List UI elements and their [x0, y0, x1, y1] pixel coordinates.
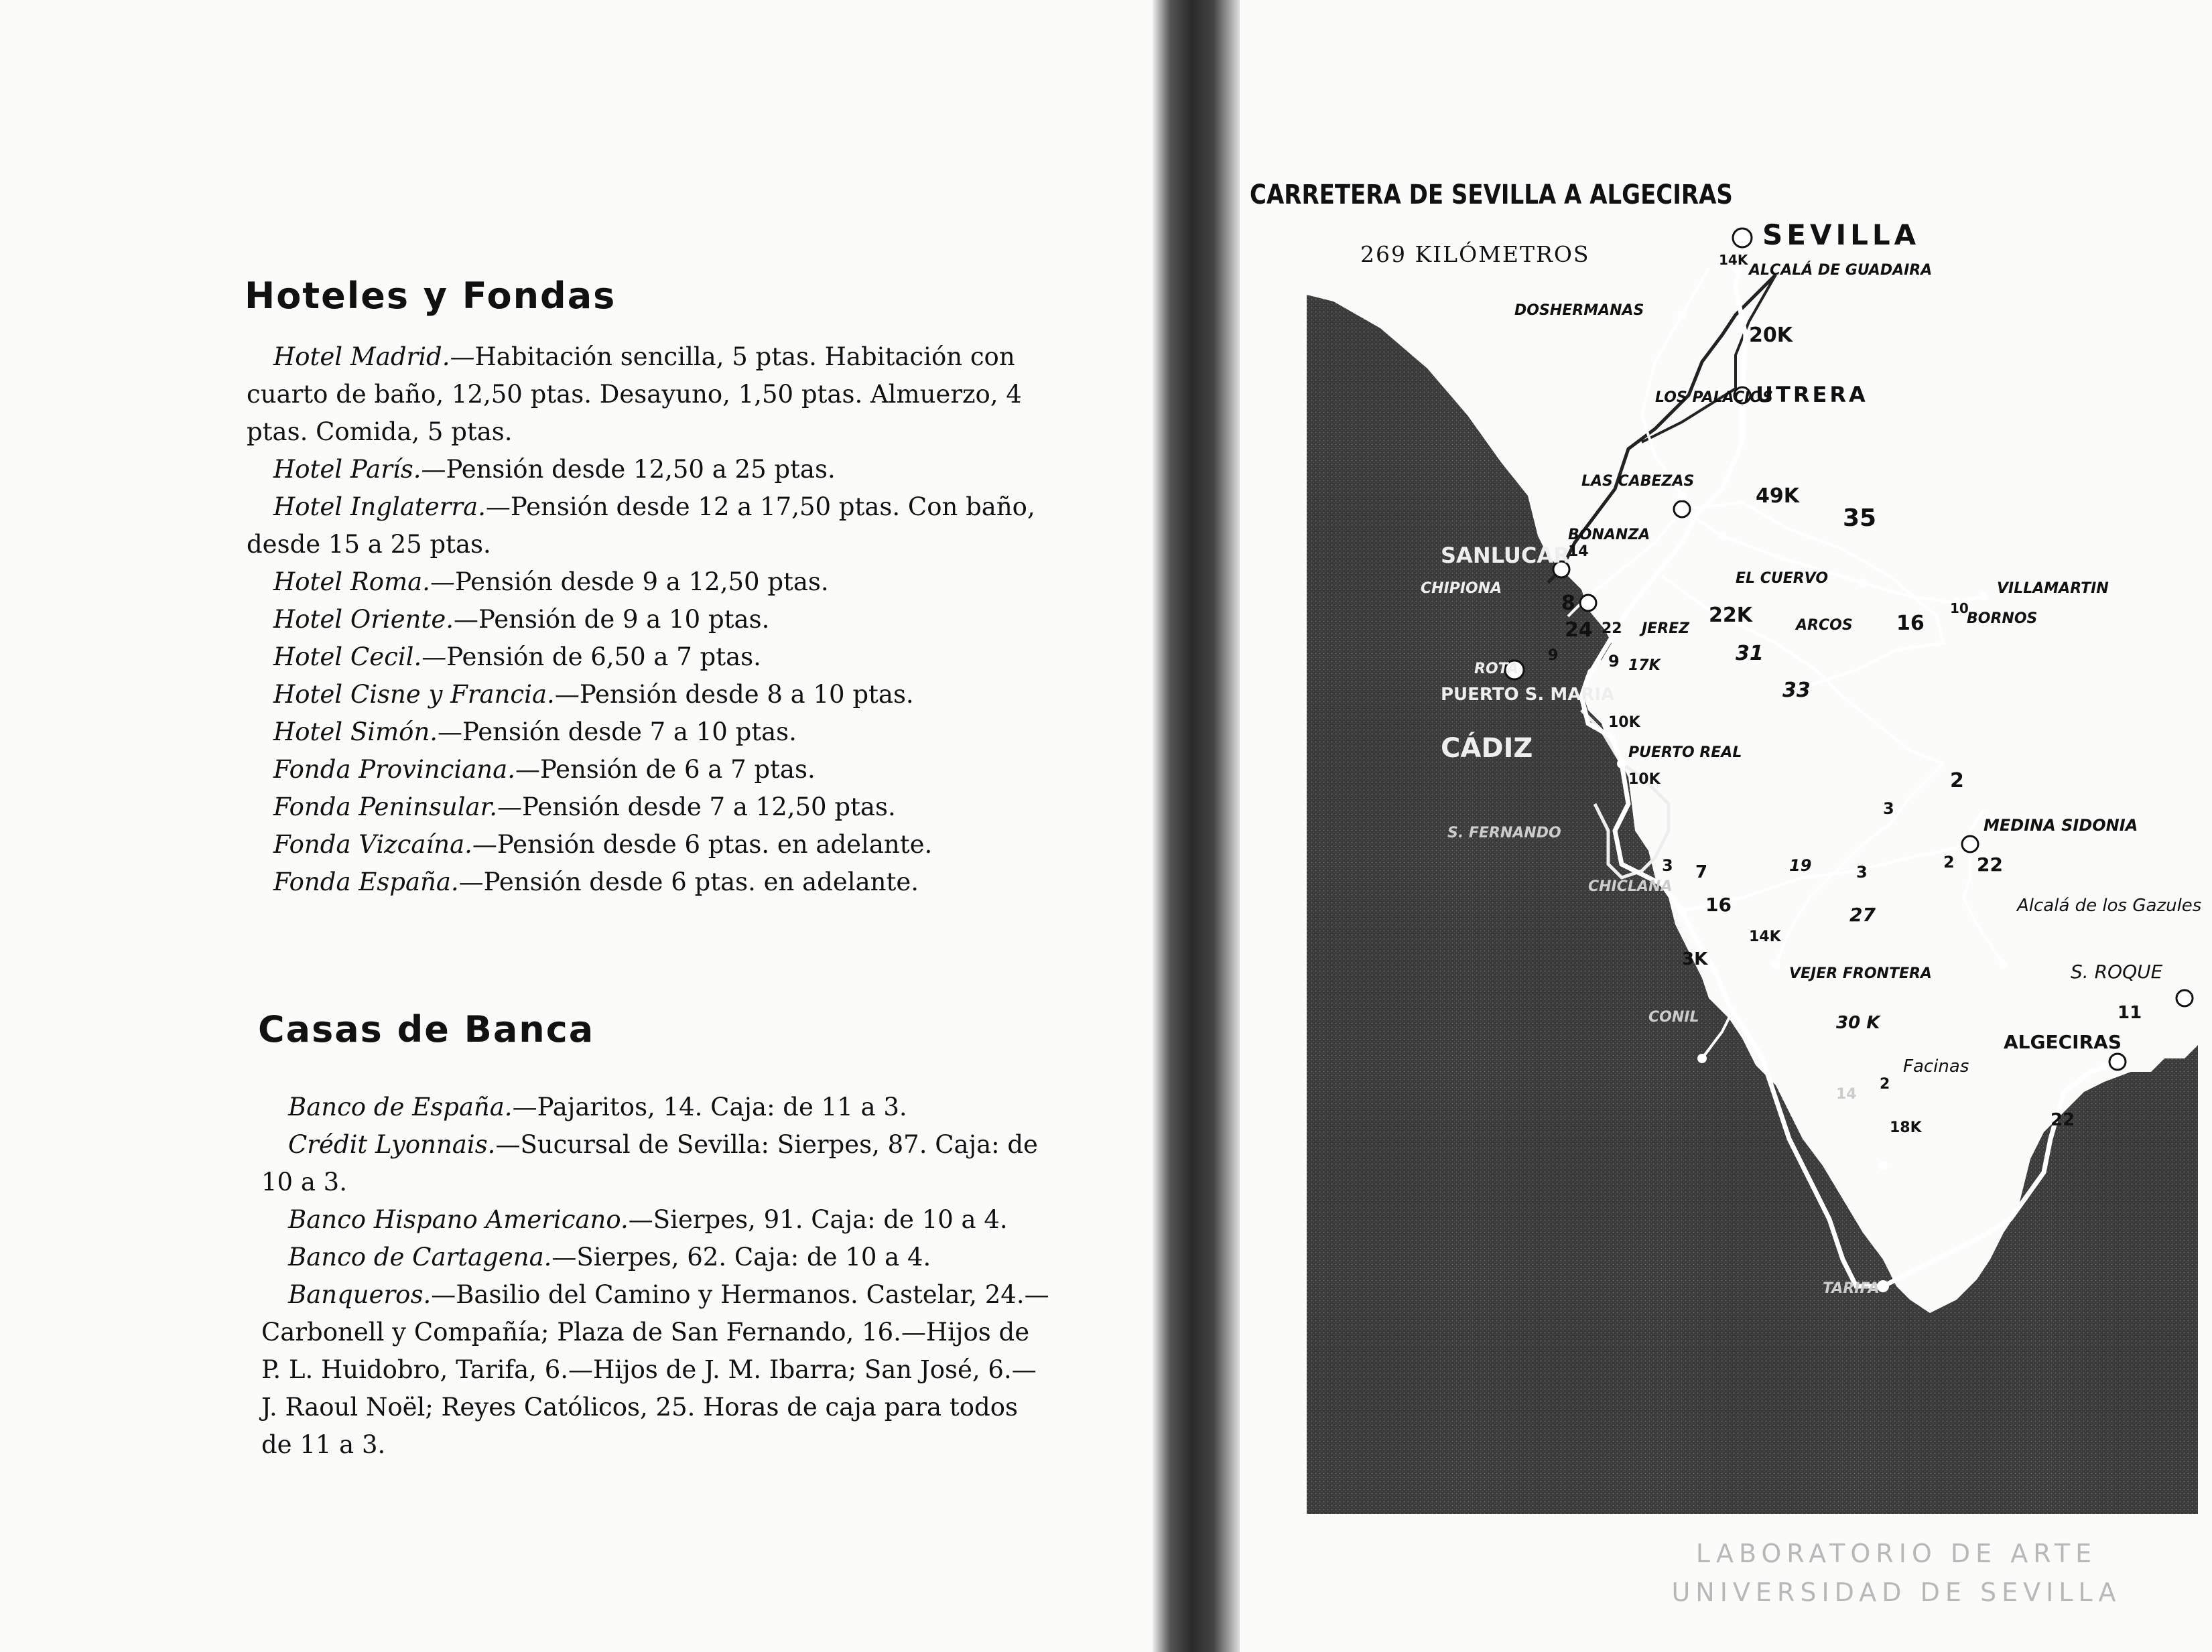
road-to-medina-north: [1970, 811, 1983, 831]
puertoreal-marker: [1617, 759, 1626, 768]
bank-name: Banqueros.: [288, 1280, 432, 1309]
label-chiclana: CHICLANA: [1588, 878, 1673, 895]
stamp-line-2: UNIVERSIDAD DE SEVILLA: [1671, 1578, 2122, 1607]
dist-7: 7: [1695, 862, 1708, 882]
bank-details: —Sucursal de Sevilla: Sierpes, 87. Caja: de 10 a 3.: [261, 1130, 1038, 1196]
hotel-name: Hotel Simón.: [273, 717, 438, 746]
label-sevilla: SEVILLA: [1762, 218, 1921, 251]
hotel-name: Hotel Cisne y Francia.: [273, 680, 555, 709]
dist-27: 27: [1849, 904, 1876, 926]
label-medina: MEDINA SIDONIA: [1983, 816, 2138, 835]
dist-3b: 3: [1856, 863, 1868, 882]
label-bonanza: BONANZA: [1568, 527, 1650, 543]
bank-entry: [261, 1239, 1052, 1276]
hotel-entry: [247, 563, 1037, 601]
label-utrera: UTRERA: [1756, 382, 1868, 407]
dist-14k: 14K: [1719, 252, 1748, 268]
road-east: [1682, 502, 1943, 690]
dist-2b: 2: [1943, 853, 1955, 872]
label-jerez: JEREZ: [1642, 620, 1690, 637]
hotel-name: Hotel Madrid.: [273, 342, 450, 371]
library-stamp: [1662, 1534, 2131, 1612]
hotel-details: —Habitación sencilla, 5 ptas. Habitación con cuarto de baño, 12,50 ptas. Desayuno, 1,50 ptas. Almuerzo, 4 ptas. Comida, 5 ptas.: [247, 342, 1022, 446]
label-puertoreal: PUERTO REAL: [1628, 744, 1742, 761]
dist-14: 14: [1568, 543, 1589, 560]
dist-22b: 22: [1977, 853, 2003, 876]
book-gutter: [1153, 0, 1240, 1652]
vejer-marker: [1771, 960, 1780, 969]
hotel-details: —Pensión desde 9 a 12,50 ptas.: [430, 567, 829, 596]
hotel-name: Fonda Vizcaína.: [273, 830, 472, 859]
dist-20k: 20K: [1749, 324, 1793, 347]
alcala-gazules-marker: [1999, 960, 2008, 969]
dist-33: 33: [1782, 679, 1811, 702]
hotel-details: —Pensión desde 7 a 12,50 ptas.: [497, 793, 896, 821]
label-arcos: ARCOS: [1796, 617, 1853, 634]
hotel-details: —Pensión desde 7 a 10 ptas.: [438, 717, 797, 746]
jerez-marker: [1674, 501, 1690, 517]
hotel-name: Hotel París.: [273, 455, 421, 484]
hotel-name: Fonda Peninsular.: [273, 793, 497, 821]
hotel-name: Hotel Inglaterra.: [273, 492, 486, 521]
dist-16b: 16: [1705, 894, 1732, 916]
label-conil: CONIL: [1648, 1009, 1699, 1026]
road-jerez-medina: [1662, 576, 1943, 764]
dist-3a: 3: [1883, 799, 1894, 818]
label-bornos: BORNOS: [1967, 610, 2038, 627]
dist-22k: 22K: [1709, 604, 1752, 627]
label-tarifa: TARIFA: [1823, 1280, 1880, 1297]
label-alcala: ALCALÁ DE GUADAIRA: [1749, 262, 1933, 279]
dist-2c: 2: [1880, 1076, 1890, 1093]
hoteles-heading: Hoteles y Fondas: [245, 275, 616, 317]
hotel-details: —Pensión desde 6 ptas. en adelante.: [472, 830, 933, 859]
hotel-name: Hotel Roma.: [273, 567, 430, 596]
label-sanroque: S. ROQUE: [2071, 961, 2163, 983]
banca-heading: Casas de Banca: [258, 1008, 595, 1050]
hotel-name: Fonda España.: [273, 868, 459, 896]
hotel-entry: [247, 488, 1037, 563]
hotel-details: —Pensión desde 12 a 17,50 ptas. Con baño, desde 15 a 25 ptas.: [247, 492, 1035, 559]
hotel-entry: [247, 713, 1037, 751]
dist-49k: 49K: [1756, 484, 1799, 508]
river-branch: [1642, 275, 1776, 442]
hotel-details: —Pensión desde 12,50 a 25 ptas.: [421, 455, 836, 484]
hoteles-list: [247, 338, 1037, 901]
puerto-marker: [1580, 595, 1596, 611]
dist-10k: 10K: [1608, 714, 1640, 731]
dist-10: 10: [1950, 600, 1969, 616]
label-rota: ROTA: [1474, 661, 1518, 677]
hotel-entry: [247, 638, 1037, 676]
bank-name: Banco de Cartagena.: [288, 1243, 552, 1271]
dist-11: 11: [2118, 1003, 2142, 1023]
stamp-line-1: LABORATORIO DE ARTE: [1695, 1539, 2097, 1568]
dist-35: 35: [1843, 504, 1877, 532]
dist-3c: 3: [1662, 856, 1673, 875]
cuervo-marker: [1717, 531, 1727, 541]
dist-22c: 22: [2051, 1110, 2075, 1130]
dist-9b: 9: [1608, 652, 1620, 671]
dist-22: 22: [1602, 620, 1622, 637]
label-puertosm: PUERTO S. MARIA: [1441, 685, 1615, 705]
bank-name: Banco Hispano Americano.: [288, 1205, 629, 1234]
label-sanfernando: S. FERNANDO: [1447, 825, 1561, 841]
arcos-marker: [1858, 578, 1868, 588]
hotel-entry: [247, 451, 1037, 488]
label-cabezas: LAS CABEZAS: [1581, 473, 1695, 490]
bank-entry: [261, 1126, 1052, 1201]
label-doshermanas: DOSHERMANAS: [1514, 302, 1644, 319]
hotel-details: —Pensión de 9 a 10 ptas.: [454, 605, 770, 634]
dist-16: 16: [1896, 612, 1925, 635]
sevilla-marker: [1733, 228, 1752, 247]
dist-3k: 3K: [1682, 949, 1708, 969]
bank-name: Banco de España.: [288, 1093, 513, 1121]
hotel-details: —Pensión de 6,50 a 7 ptas.: [421, 642, 761, 671]
map-subtitle: 269 KILÓMETROS: [1360, 241, 1590, 267]
hotel-name: Fonda Provinciana.: [273, 755, 515, 784]
dist-17k: 17K: [1628, 657, 1661, 674]
bank-entry: [261, 1276, 1052, 1464]
bank-entry: [261, 1201, 1052, 1239]
doshermanas-marker: [1677, 310, 1687, 320]
bank-details: —Basilio del Camino y Hermanos. Castelar, 24.—Carbonell y Compañía; Plaza de San Fernando, 16.—Hijos de P. L. Huidobro, Tarifa, 6.—Hijos de J. M. Ibarra; San José, 6.—J. Raoul Noël; Reyes Católicos, 25. Horas de caja para todos de 11 a 3.: [261, 1280, 1049, 1459]
label-vejer: VEJER FRONTERA: [1789, 965, 1932, 982]
label-lospalacios: LOS PALACIOS: [1655, 389, 1773, 406]
label-sanlucar: SANLUCAR: [1441, 543, 1570, 568]
hotel-entry: [247, 751, 1037, 788]
dist-19: 19: [1789, 856, 1812, 875]
algeciras-marker: [2109, 1054, 2126, 1070]
dist-30k: 30 K: [1836, 1013, 1880, 1033]
label-facinas: Facinas: [1903, 1056, 1969, 1077]
hotel-details: —Pensión desde 8 a 10 ptas.: [554, 680, 914, 709]
label-cuervo: EL CUERVO: [1736, 570, 1829, 587]
road-jerez-arcos: [1682, 509, 1983, 603]
hotel-details: —Pensión de 6 a 7 ptas.: [515, 755, 816, 784]
banca-list: [261, 1089, 1052, 1464]
hotel-entry: [247, 864, 1037, 901]
dist-10k2: 10K: [1628, 771, 1661, 788]
hotel-entry: [247, 788, 1037, 826]
dist-31: 31: [1736, 642, 1764, 665]
villamartin-marker: [1979, 592, 1988, 601]
bank-details: —Pajaritos, 14. Caja: de 11 a 3.: [512, 1093, 907, 1121]
dist-14b: 14: [1836, 1086, 1857, 1103]
hotel-entry: [247, 601, 1037, 638]
label-chipiona: CHIPIONA: [1421, 580, 1502, 597]
label-algeciras: ALGECIRAS: [2004, 1031, 2122, 1053]
hotel-name: Hotel Oriente.: [273, 605, 454, 634]
hotel-entry: [247, 338, 1037, 451]
label-cadiz: CÁDIZ: [1441, 733, 1533, 764]
hotel-name: Hotel Cecil.: [273, 642, 422, 671]
chiclana-marker: [1677, 906, 1687, 916]
dist-14k2: 14K: [1749, 928, 1781, 945]
label-villamartin: VILLAMARTIN: [1997, 580, 2109, 597]
dist-9a: 9: [1548, 647, 1559, 664]
label-alcala-gazules: Alcalá de los Gazules: [2017, 896, 2202, 916]
dist-2a: 2: [1950, 769, 1964, 793]
cabezas-marker: [1677, 491, 1687, 500]
san-roque-marker: [2176, 990, 2193, 1006]
bank-entry: [261, 1089, 1052, 1126]
dist-24: 24: [1565, 618, 1593, 642]
bank-name: Crédit Lyonnais.: [288, 1130, 496, 1159]
dist-18k: 18K: [1890, 1119, 1922, 1136]
map-title: CARRETERA DE SEVILLA A ALGECIRAS: [1250, 180, 1733, 210]
medina-marker: [1962, 836, 1978, 852]
dist-8: 8: [1561, 592, 1575, 615]
facinas-marker: [1878, 1161, 1888, 1170]
hotel-details: —Pensión desde 6 ptas. en adelante.: [458, 868, 919, 896]
bank-details: —Sierpes, 62. Caja: de 10 a 4.: [551, 1243, 931, 1271]
hotel-entry: [247, 826, 1037, 864]
hotel-entry: [247, 676, 1037, 713]
conil-marker: [1697, 1054, 1707, 1063]
bank-details: —Sierpes, 91. Caja: de 10 a 4.: [628, 1205, 1008, 1234]
